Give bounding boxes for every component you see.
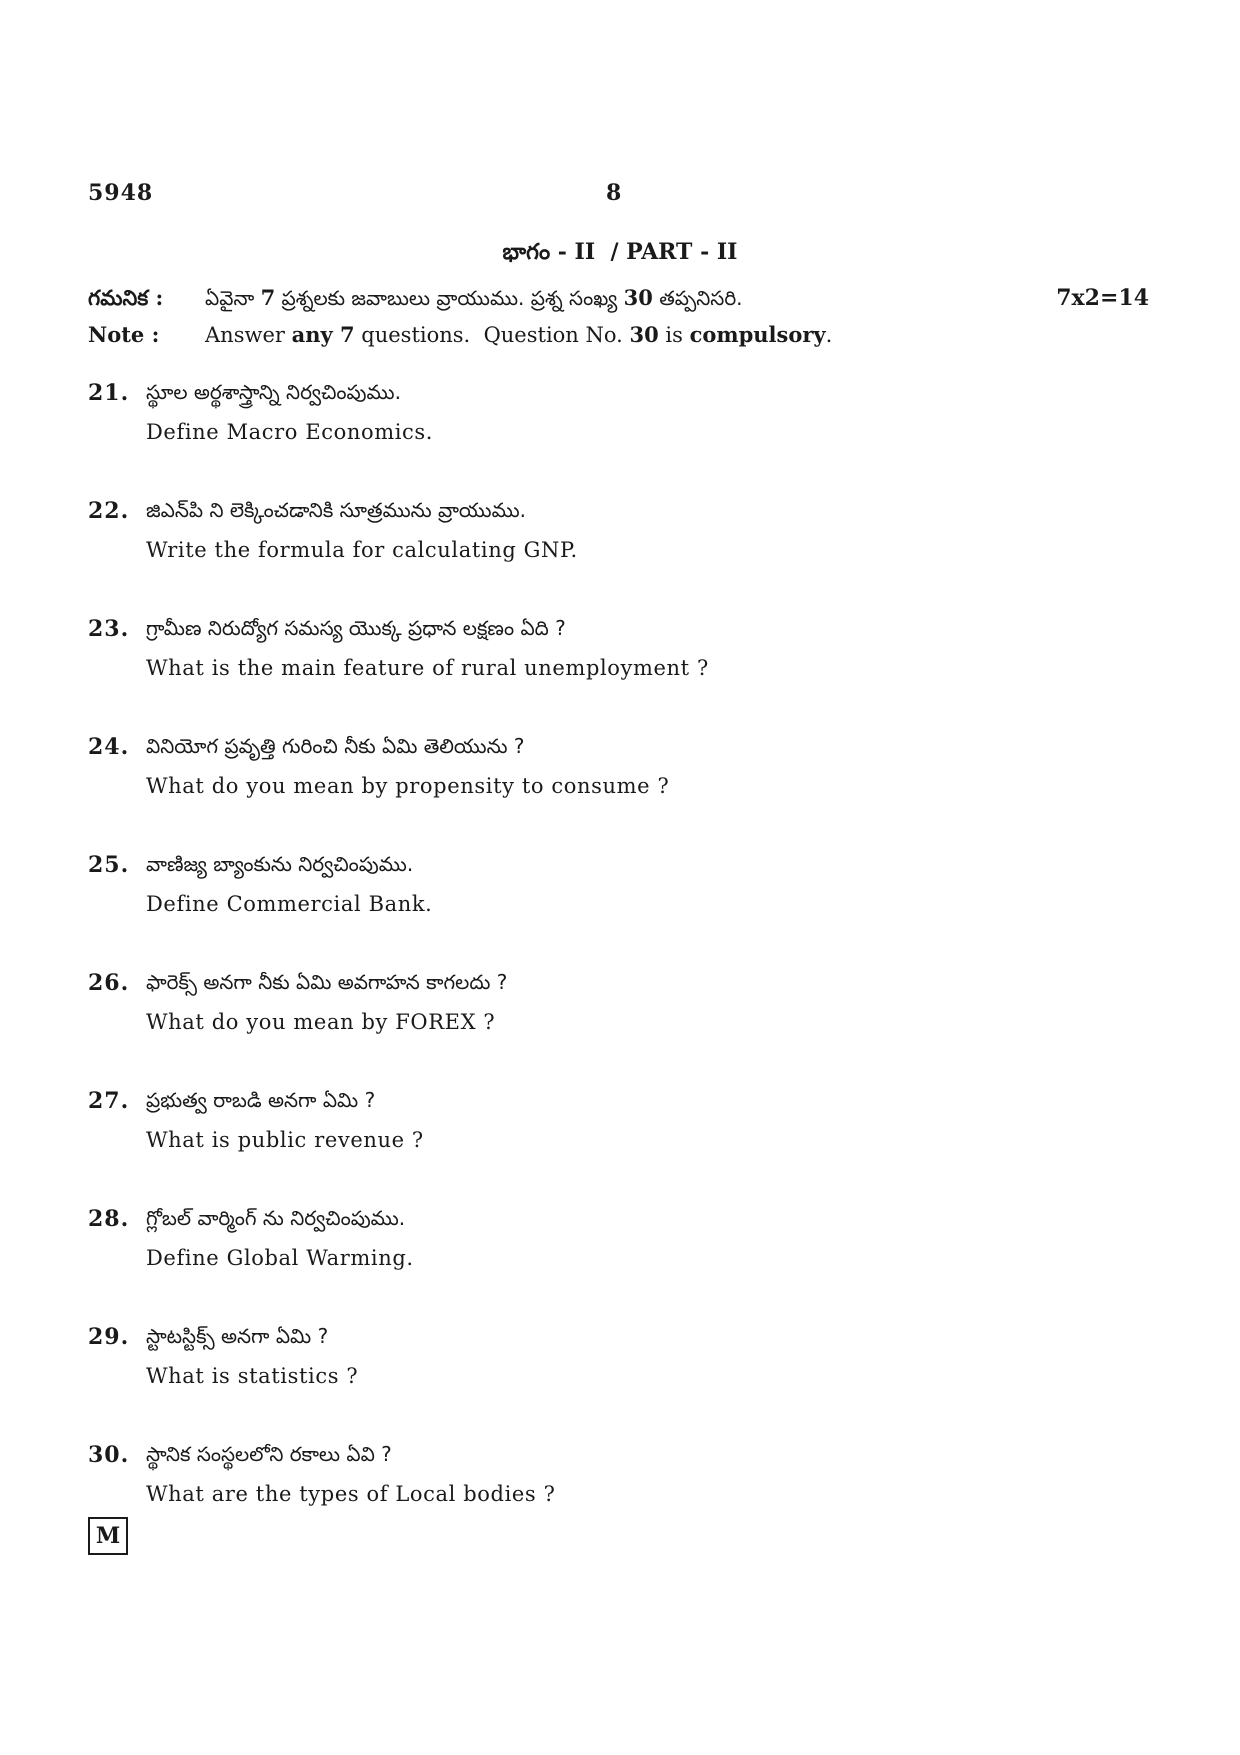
question-number: 26. — [88, 970, 130, 996]
question-number: 27. — [88, 1088, 130, 1114]
note-en-compulsory: compulsory — [689, 322, 826, 347]
note-en-any: any 7 — [291, 322, 355, 347]
note-en-part1: Answer — [205, 323, 292, 347]
note-label-english: Note : — [88, 322, 160, 347]
note-te-part3: తప్పనిసరి. — [652, 286, 743, 310]
question-telugu: స్టాటస్టిక్స్ అనగా ఏమి ? — [146, 1324, 329, 1348]
question-telugu: స్థూల అర్థశాస్త్రాన్ని నిర్వచింపుము. — [146, 380, 401, 404]
note-te-part2: ప్రశ్నలకు జవాబులు వ్రాయుము. ప్రశ్న సంఖ్య — [275, 286, 624, 310]
question-english: What is statistics ? — [146, 1364, 359, 1388]
note-label-telugu: గమనిక : — [88, 285, 164, 310]
question-english: What is the main feature of rural unemployment ? — [146, 656, 709, 680]
question-number: 28. — [88, 1206, 130, 1232]
note-en-qno: 30 — [629, 322, 659, 347]
question-number: 23. — [88, 616, 130, 642]
note-te-count: 7 — [260, 285, 276, 310]
question-telugu: గ్రామీణ నిరుద్యోగ సమస్య యొక్క ప్రధాన లక్షణం ఏది ? — [146, 616, 566, 640]
page-number: 8 — [606, 180, 622, 206]
question-english: Define Commercial Bank. — [146, 892, 433, 916]
question-telugu: వినియోగ ప్రవృత్తి గురించి నీకు ఏమి తెలియును ? — [146, 734, 525, 758]
question-telugu: జిఎన్‌పి ని లెక్కించడానికి సూత్రమును వ్రాయుము. — [146, 498, 527, 522]
question-telugu: వాణిజ్య బ్యాంకును నిర్వచింపుము. — [146, 852, 414, 876]
part-heading: భాగం - II / PART - II — [502, 239, 738, 265]
note-te-part1: ఏవైనా — [205, 286, 261, 310]
question-number: 30. — [88, 1442, 130, 1468]
note-en-part4: . — [825, 323, 833, 347]
question-number: 21. — [88, 380, 130, 406]
marks-allocation: 7x2=14 — [1056, 285, 1149, 311]
question-number: 24. — [88, 734, 130, 760]
question-telugu: స్థానిక సంస్థలలోని రకాలు ఏవి ? — [146, 1442, 392, 1466]
note-te-qno: 30 — [623, 285, 653, 310]
question-english: Define Macro Economics. — [146, 420, 434, 444]
note-text-telugu — [205, 285, 743, 315]
question-telugu: ఫారెక్స్ అనగా నీకు ఏమి అవగాహన కాగలదు ? — [146, 970, 508, 994]
question-telugu: గ్లోబల్ వార్మింగ్ ను నిర్వచింపుము. — [146, 1206, 406, 1230]
question-english: What do you mean by propensity to consume ? — [146, 774, 670, 798]
note-en-part2: questions. Question No. — [354, 323, 630, 347]
question-english: What do you mean by FOREX ? — [146, 1010, 496, 1034]
question-number: 25. — [88, 852, 130, 878]
question-english: What is public revenue ? — [146, 1128, 424, 1152]
question-number: 29. — [88, 1324, 130, 1350]
question-number: 22. — [88, 498, 130, 524]
question-english: Define Global Warming. — [146, 1246, 414, 1270]
question-english: What are the types of Local bodies ? — [146, 1482, 556, 1506]
note-en-part3: is — [658, 323, 690, 347]
question-english: Write the formula for calculating GNP. — [146, 538, 578, 562]
paper-code: 5948 — [88, 180, 154, 206]
question-telugu: ప్రభుత్వ రాబడి అనగా ఏమి ? — [146, 1088, 376, 1112]
medium-mark-box: M — [88, 1517, 128, 1555]
note-text-english — [205, 322, 832, 347]
